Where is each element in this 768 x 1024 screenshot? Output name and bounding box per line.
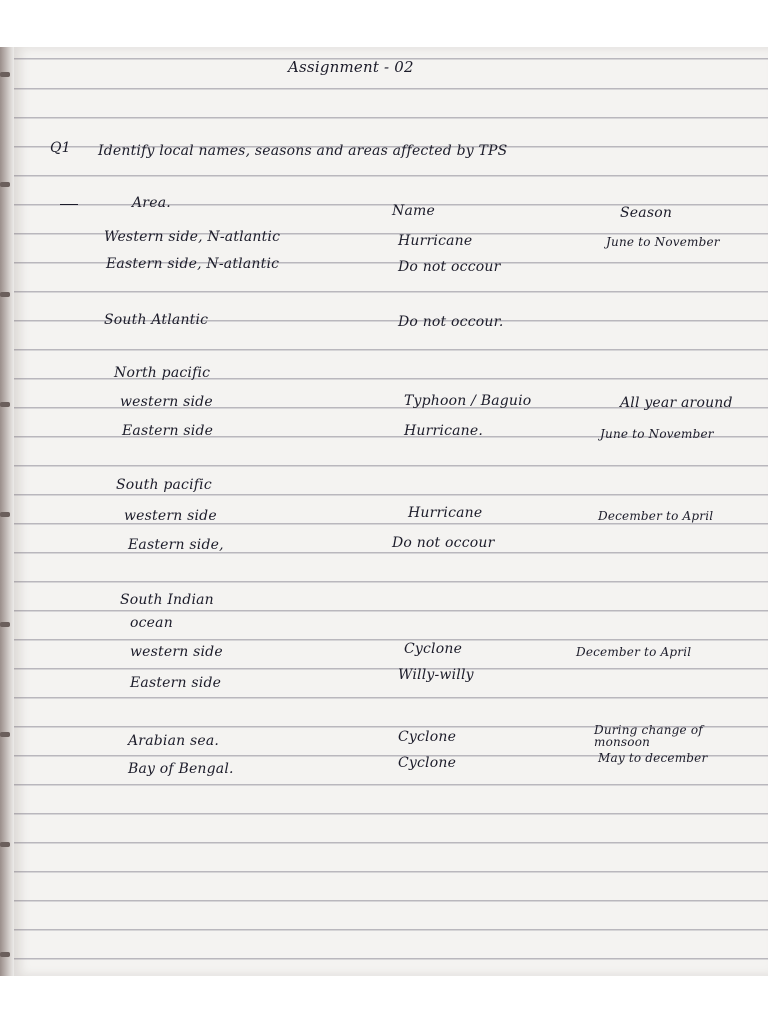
- row-season: May to december: [598, 751, 708, 765]
- row-area: Eastern side: [130, 675, 222, 691]
- row-area: South Indian: [120, 592, 214, 608]
- page-title: Assignment - 02: [288, 58, 414, 76]
- row-area: South pacific: [116, 477, 212, 493]
- header-season: Season: [620, 205, 673, 221]
- row-area: Eastern side,: [128, 537, 224, 553]
- row-name: Do not occour: [398, 259, 501, 275]
- binding-mark: [0, 402, 10, 407]
- row-name: Cyclone: [404, 641, 463, 657]
- arrow-mark: [60, 204, 78, 205]
- binding-mark: [0, 182, 10, 187]
- row-name: Hurricane: [398, 233, 473, 249]
- row-area: western side: [120, 394, 213, 410]
- row-name: Typhoon / Baguio: [404, 393, 532, 409]
- row-area: western side: [130, 644, 223, 660]
- row-season: June to November: [606, 235, 720, 249]
- row-season: December to April: [576, 645, 692, 659]
- row-season: All year around: [620, 395, 733, 411]
- row-name: Do not occour: [392, 535, 495, 551]
- row-area: Eastern side, N-atlantic: [106, 256, 280, 272]
- row-area: Bay of Bengal.: [128, 761, 234, 777]
- row-area: South Atlantic: [104, 312, 209, 328]
- binding-mark: [0, 952, 10, 957]
- row-area: western side: [124, 508, 217, 524]
- binding-mark: [0, 842, 10, 847]
- row-name: Hurricane: [408, 505, 483, 521]
- row-area: Eastern side: [122, 423, 214, 439]
- row-area: Arabian sea.: [128, 733, 220, 749]
- row-name: Cyclone: [398, 755, 457, 771]
- row-name: Willy-willy: [398, 667, 474, 683]
- binding-mark: [0, 292, 10, 297]
- binding-mark: [0, 512, 10, 517]
- binding-mark: [0, 72, 10, 77]
- header-name: Name: [392, 203, 435, 219]
- question-number: Q1: [50, 140, 71, 156]
- binding-mark: [0, 732, 10, 737]
- row-season: During change of monsoon: [594, 723, 703, 749]
- row-name: Cyclone: [398, 729, 457, 745]
- binding-mark: [0, 622, 10, 627]
- row-season: June to November: [600, 427, 714, 441]
- question-text: Identify local names, seasons and areas affected by TPS: [98, 143, 508, 159]
- header-area: Area.: [132, 195, 171, 211]
- row-area: ocean: [130, 615, 173, 631]
- row-name: Hurricane.: [404, 423, 484, 439]
- row-season: December to April: [598, 509, 714, 523]
- row-name: Do not occour.: [398, 314, 504, 330]
- row-area: North pacific: [114, 365, 211, 381]
- row-area: Western side, N-atlantic: [104, 229, 281, 245]
